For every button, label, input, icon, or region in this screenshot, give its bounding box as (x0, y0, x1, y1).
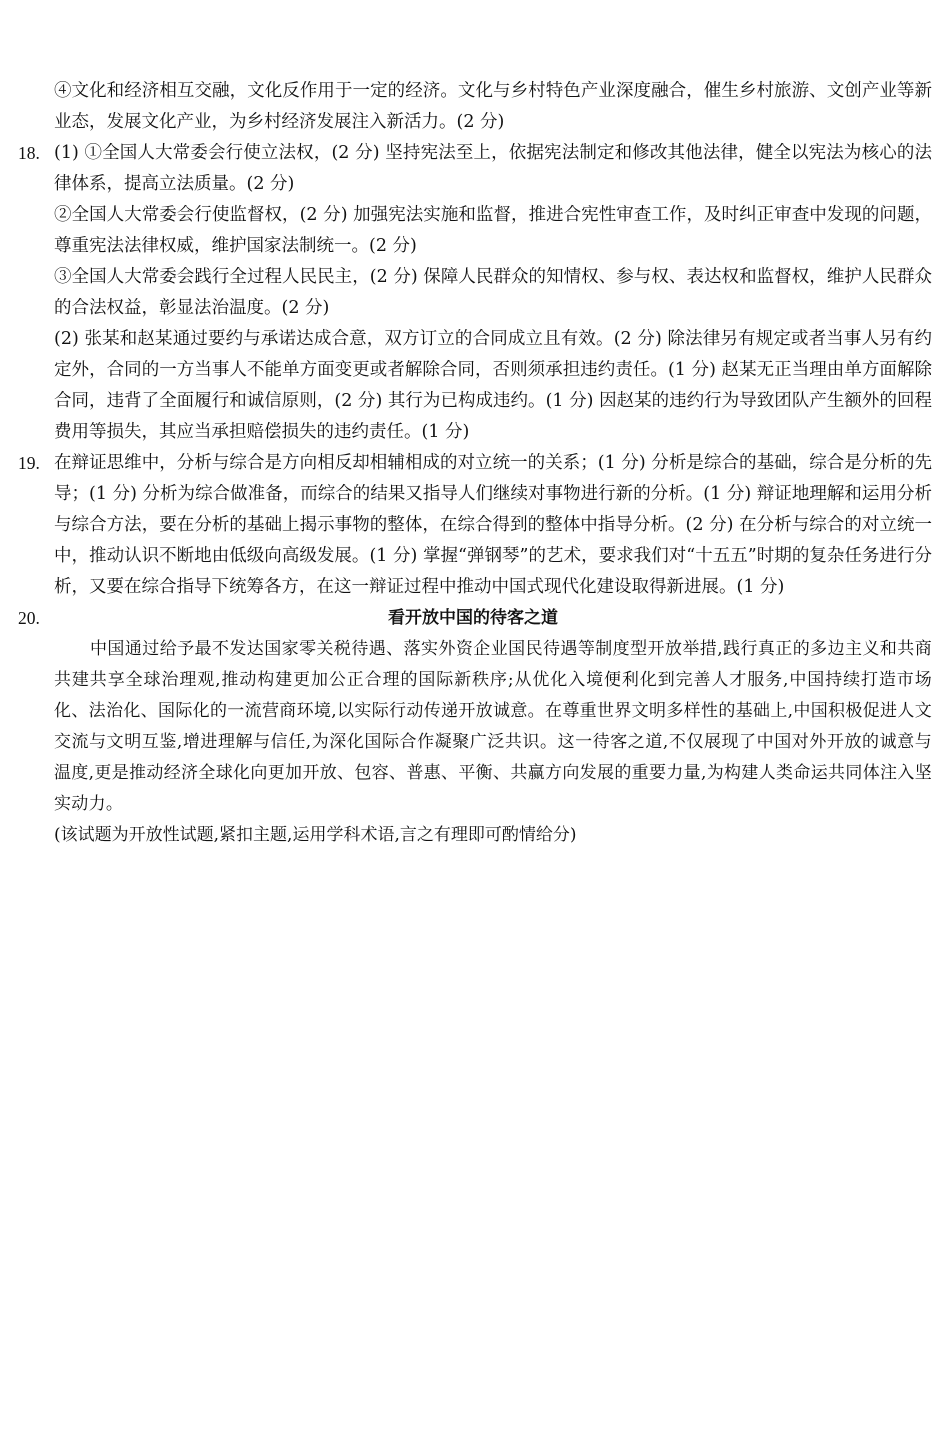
essay-title: 看开放中国的待客之道 (388, 608, 558, 628)
question-20 (18, 603, 932, 851)
question-19 (18, 448, 932, 603)
q18-part1-point1: (1) ①全国人大常委会行使立法权，(2 分) 坚持宪法至上，依据宪法制定和修改其他法律，健全以宪法为核心的法律体系，提高立法质量。(2 分) (54, 143, 932, 194)
q18-part2: (2) 张某和赵某通过要约与承诺达成合意，双方订立的合同成立且有效。(2 分) 除法律另有规定或者当事人另有约定外，合同的一方当事人不能单方面变更或者解除合同，否则须承担违约责任。(1 分) 赵某无正当理由单方面解除合同，违背了全面履行和诚信原则，(2 分) 其行为已构成违约。(1 分) 因赵某的违约行为导致团队产生额外的回程费用等损失，其应当承担赔偿损失的违约责任。(1 分) (54, 329, 932, 442)
q17-continuation (18, 76, 932, 138)
question-18 (18, 138, 932, 448)
q18-part1-point3: ③全国人大常委会践行全过程人民民主，(2 分) 保障人民群众的知情权、参与权、表达权和监督权，维护人民群众的合法权益，彰显法治温度。(2 分) (54, 267, 932, 318)
question-number: 19. (18, 453, 40, 473)
question-number: 20. (18, 608, 40, 628)
grading-note: (该试题为开放性试题,紧扣主题,运用学科术语,言之有理即可酌情给分) (54, 825, 577, 845)
question-number: 18. (18, 143, 40, 163)
q18-part1-point2: ②全国人大常委会行使监督权，(2 分) 加强宪法实施和监督，推进合宪性审查工作，及时纠正审查中发现的问题，尊重宪法法律权威，维护国家法制统一。(2 分) (54, 205, 932, 256)
q17-point-4: ④文化和经济相互交融，文化反作用于一定的经济。文化与乡村特色产业深度融合，催生乡村旅游、文创产业等新业态，发展文化产业，为乡村经济发展注入新活力。(2 分) (54, 81, 932, 132)
q19-answer: 在辩证思维中，分析与综合是方向相反却相辅相成的对立统一的关系；(1 分) 分析是综合的基础，综合是分析的先导；(1 分) 分析为综合做准备，而综合的结果又指导人们继续对事物进行新的分析。(1 分) 辩证地理解和运用分析与综合方法，要在分析的基础上揭示事物的整体，在综合得到的整体中指导分析。(2 分) 在分析与综合的对立统一中，推动认识不断地由低级向高级发展。(1 分) 掌握“弹钢琴”的艺术，要求我们对“十五五”时期的复杂任务进行分析，又要在综合指导下统筹各方，在这一辩证过程中推动中国式现代化建设取得新进展。(1 分) (54, 453, 932, 597)
essay-body: 中国通过给予最不发达国家零关税待遇、落实外资企业国民待遇等制度型开放举措,践行真正的多边主义和共商共建共享全球治理观,推动构建更加公正合理的国际新秩序;从优化入境便利化到完善人才服务,中国持续打造市场化、法治化、国际化的一流营商环境,以实际行动传递开放诚意。在尊重世界文明多样性的基础上,中国积极促进人文交流与文明互鉴,增进理解与信任,为深化国际合作凝聚广泛共识。这一待客之道,不仅展现了中国对外开放的诚意与温度,更是推动经济全球化向更加开放、包容、普惠、平衡、共赢方向发展的重要力量,为构建人类命运共同体注入坚实动力。 (54, 639, 932, 814)
